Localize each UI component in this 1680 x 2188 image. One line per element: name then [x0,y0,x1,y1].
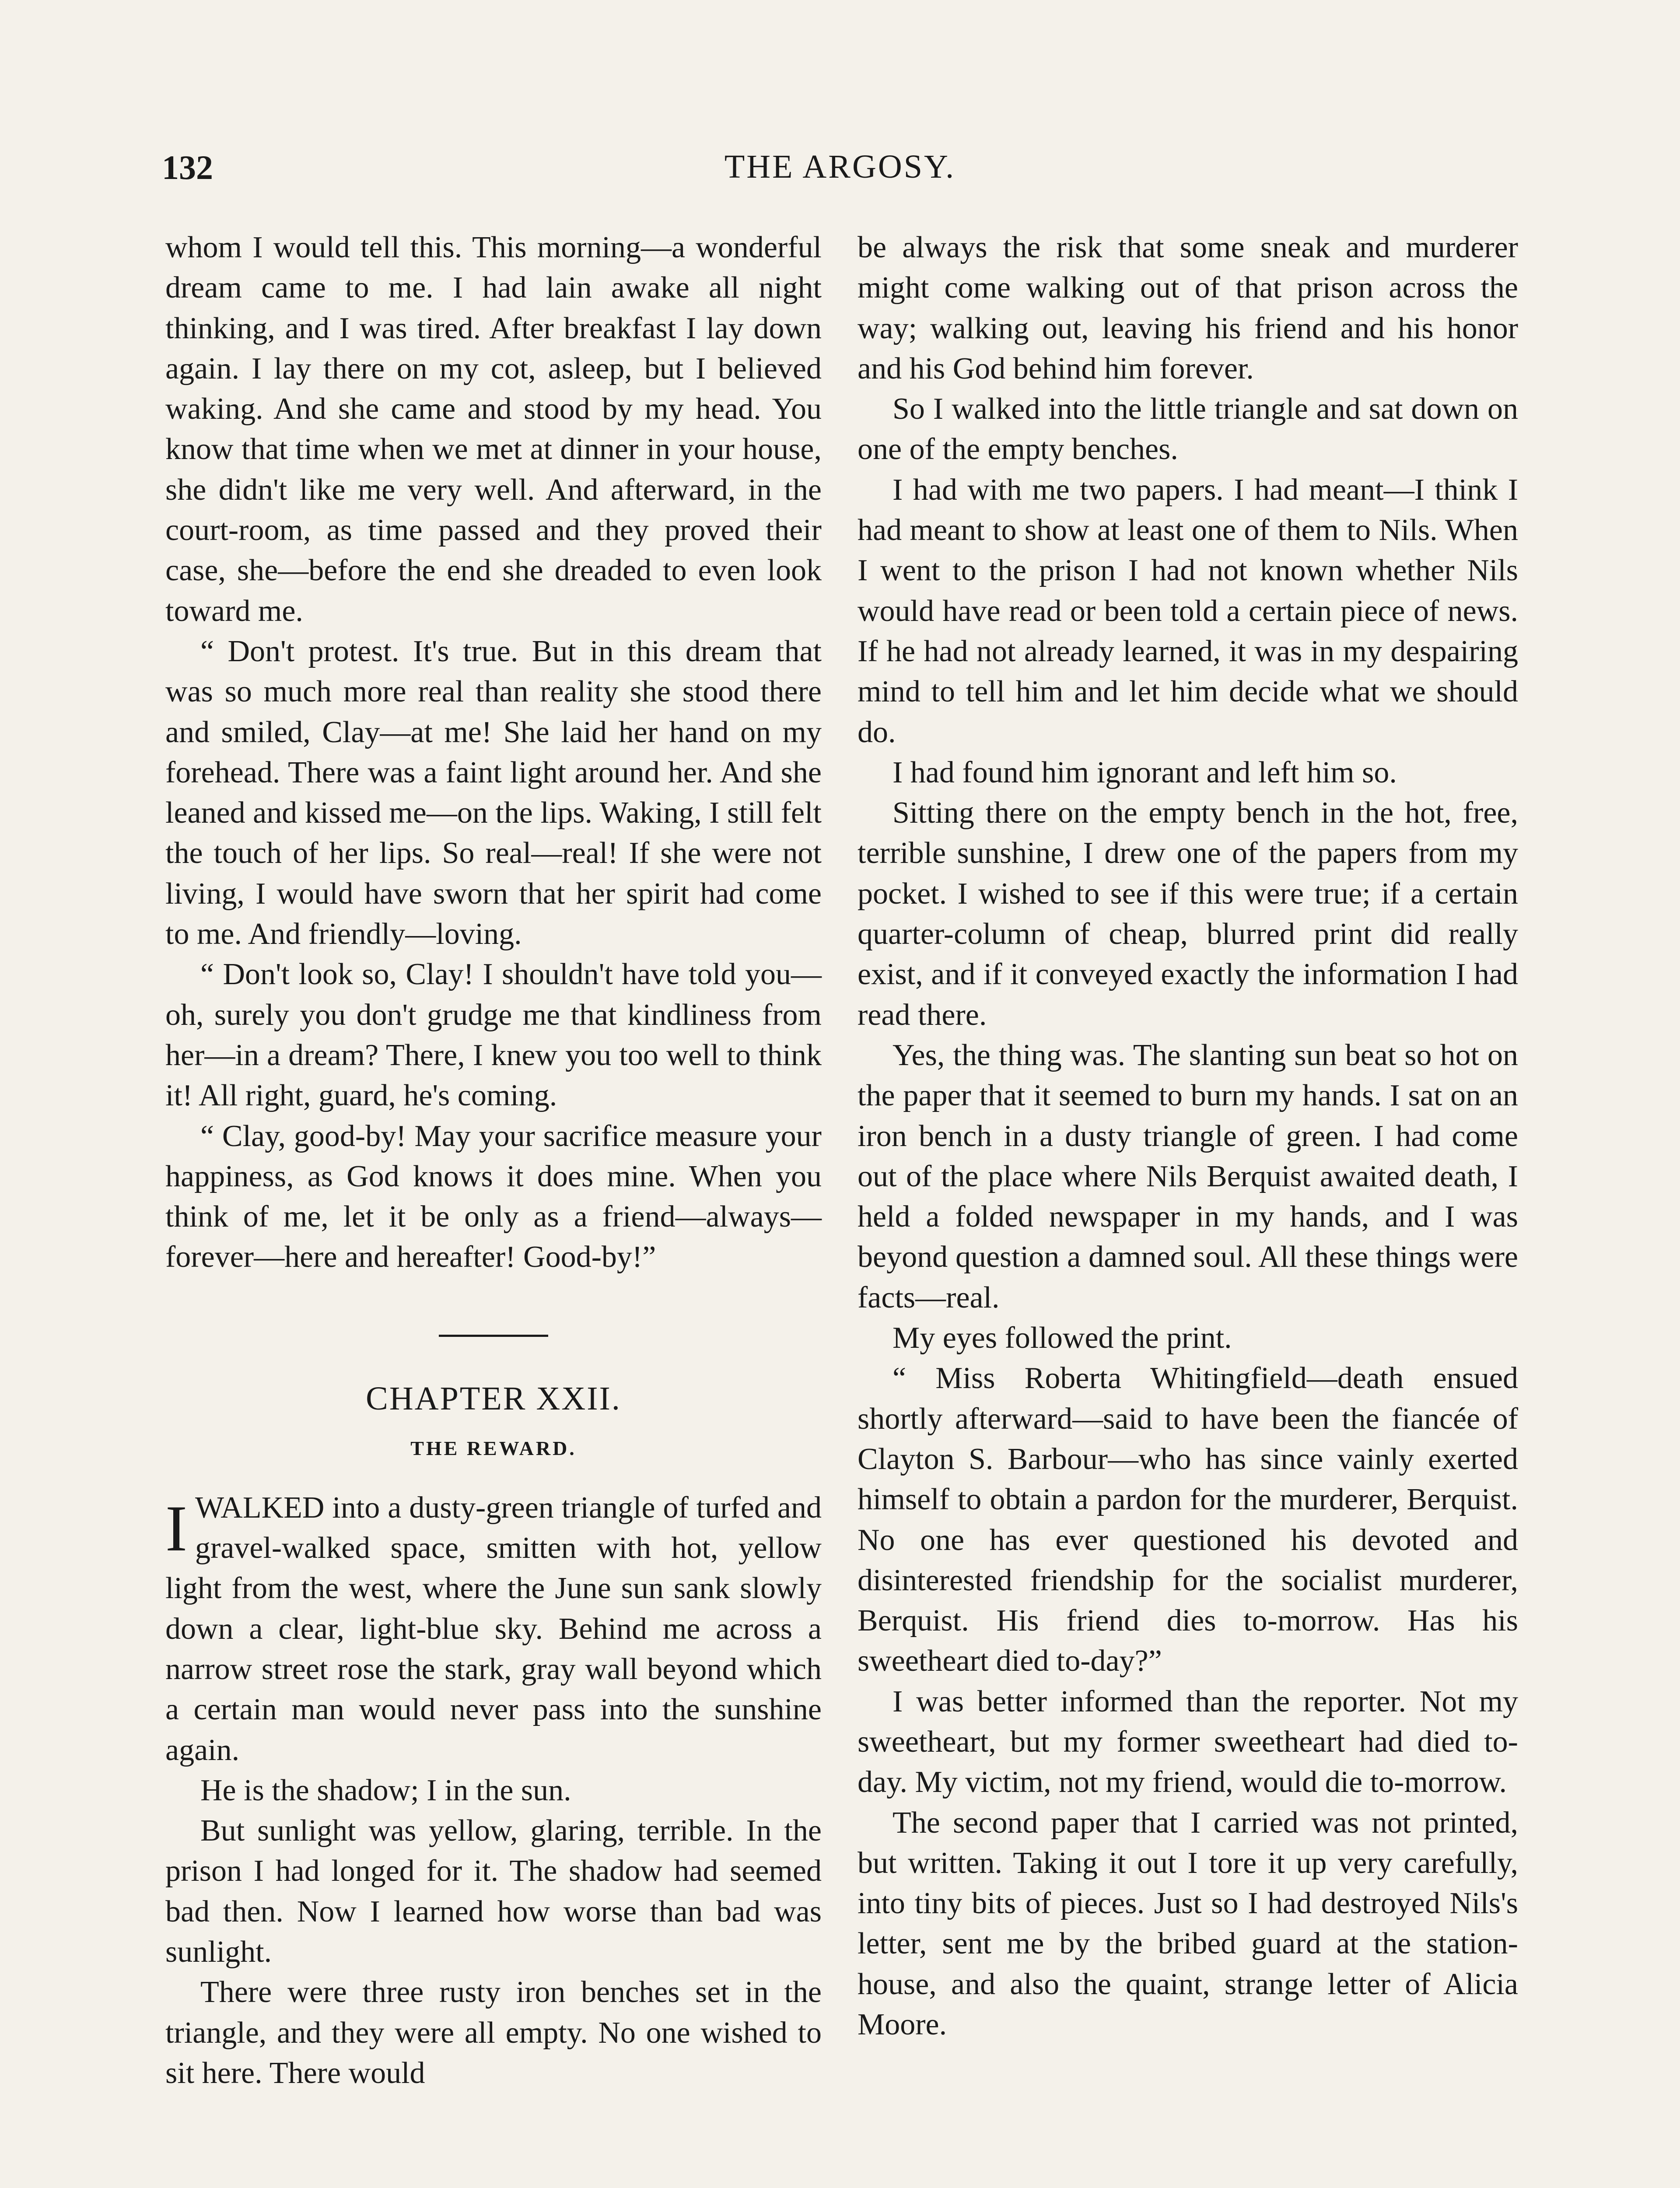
paragraph: “ Clay, good-by! May your sacrifice measure your happiness, as God knows it does mine. When you think of me, let it be only as a friend—always—forever—here and hereafter! Good-by!” [165,1119,822,1274]
right-column [858,228,1518,2045]
paragraph: Sitting there on the empty bench in the hot, free, terrible sunshine, I drew one of the papers from my pocket. I wished to see if this were true; if a certain quarter-column of cheap, blurred print did really exist, and if it conveyed exactly the information I had read there. [858,796,1518,1032]
paragraph: The second paper that I carried was not printed, but written. Taking it out I tore it up very carefully, into tiny bits of pieces. Just so I had destroyed Nils's letter, sent me by the bribed guard at the station-house, and also the quaint, strange letter of Alicia Moore. [858,1806,1518,2042]
chapter-subtitle: THE REWARD. [410,1437,577,1459]
paragraph: whom I would tell this. This morning—a wonderful dream came to me. I had lain awake all night thinking, and I was tired. After breakfast I lay down again. I lay there on my cot, asleep, but I believed waking. And she came and stood by my head. You know that time when we met at dinner in your house, she didn't like me very well. And afterward, in the court-room, as time passed and they proved their case, she—before the end she dreaded to even look toward me. [165,231,822,628]
paragraph: be always the risk that some sneak and murderer might come walking out of that prison across the way; walking out, leaving his friend and his honor and his God behind him forever. [858,231,1518,386]
paragraph: “ Don't look so, Clay! I shouldn't have told you—oh, surely you don't grudge me that kindliness from her—in a dream? There, I knew you too well to think it! All right, guard, he's coming. [165,957,822,1113]
drop-cap: I [165,1492,187,1565]
paragraph: Yes, the thing was. The slanting sun beat so hot on the paper that it seemed to burn my hands. I sat on an iron bench in a dusty triangle of green. I had come out of the place where Nils Berquist awaited death, I held a folded newspaper in my hands, and I was beyond question a damned soul. All these things were facts—real. [858,1038,1518,1315]
paragraph: So I walked into the little triangle and sat down on one of the empty benches. [858,392,1518,466]
paragraph: There were three rusty iron benches set in the triangle, and they were all empty. No one wished to sit here. There would [165,1975,822,2090]
paragraph: He is the shadow; I in the sun. [200,1773,571,1807]
paragraph: “ Miss Roberta Whitingfield—death ensued shortly afterward—said to have been the fiancée of Clayton S. Barbour—who has since vainly exerted himself to obtain a pardon for the murderer, Berquist. No one has ever questioned his devoted and disinterested friendship for the socialist murderer, Berquist. His friend dies to-morrow. Has his sweetheart died to-day?” [858,1361,1518,1678]
journal-title: THE ARGOSY. [724,148,956,185]
page-number: 132 [162,148,213,186]
page-header [162,148,1518,196]
paragraph: I had with me two papers. I had meant—I think I had meant to show at least one of them to Nils. When I went to the prison I had not known whether Nils would have read or been told a certain piece of news. If he had not already learned, it was in my despairing mind to tell him and let him decide what we should do. [858,473,1518,749]
left-column [165,228,822,2093]
chapter-opening-paragraph [165,1488,822,1771]
paragraph: “ Don't protest. It's true. But in this dream that was so much more real than reality she stood there and smiled, Clay—at me! She laid her hand on my forehead. There was a faint light around her. And she leaned and kissed me—on the lips. Waking, I still felt the touch of her lips. So real—real! If she were not living, I would have sworn that her spirit had come to me. And friendly—loving. [165,634,822,951]
paragraph: But sunlight was yellow, glaring, terrible. In the prison I had longed for it. The shadow had seemed bad then. Now I learned how worse than bad was sunlight. [165,1814,822,1969]
paragraph: I had found him ignorant and left him so. [892,755,1397,789]
opening-text: WALKED into a dusty-green triangle of turfed and gravel-walked space, smitten with hot, yellow light from the west, where the June sun sank slowly down a clear, light-blue sky. Behind me across a narrow street rose the stark, gray wall beyond which a certain man would never pass into the sunshine again. [165,1490,822,1767]
chapter-title: CHAPTER XXII. [366,1380,621,1417]
paragraph: I was better informed than the reporter. Not my sweetheart, but my former sweetheart had died to-day. My victim, not my friend, would die to-morrow. [858,1684,1518,1799]
section-divider [439,1335,548,1337]
paragraph: My eyes followed the print. [892,1321,1232,1355]
